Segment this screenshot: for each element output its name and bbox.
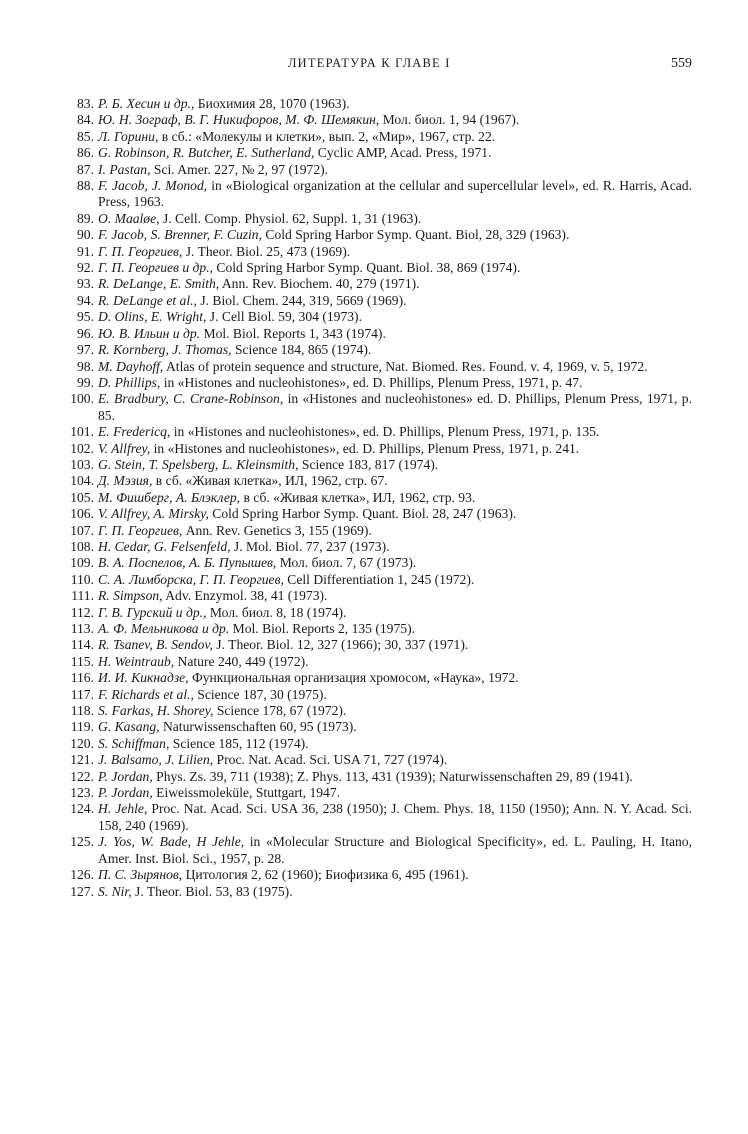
reference-item [58, 227, 692, 243]
reference-number: 102. [70, 440, 94, 456]
reference-item [58, 801, 692, 834]
reference-item [58, 129, 692, 145]
reference-source: Science 183, 817 (1974). [298, 456, 439, 472]
reference-item [58, 162, 692, 178]
reference-item [58, 637, 692, 653]
reference-item [58, 260, 692, 276]
reference-number: 126. [70, 867, 94, 883]
reference-source: Atlas of protein sequence and structure, Nat. Biomed. Res. Found. v. 4, 1969, v. 5, 1972. [163, 358, 648, 374]
reference-item [58, 342, 692, 358]
reference-authors: H. Weintraub, [98, 653, 175, 669]
reference-authors: Л. Горини, [98, 128, 159, 144]
reference-source: in «Biological organization at the cellular and supercellular level», ed. R. Harris, Acad. Press, 1963. [98, 178, 693, 210]
reference-item [58, 506, 692, 522]
running-head [96, 56, 692, 76]
reference-item [58, 424, 692, 440]
reference-authors: R. DeLange et al., [98, 292, 197, 308]
reference-number: 97. [77, 342, 94, 358]
reference-source: Adv. Enzymol. 38, 41 (1973). [162, 588, 328, 604]
reference-authors: E. Bradbury, C. Crane-Robinson, [98, 391, 284, 407]
reference-authors: R. Simpson, [98, 588, 163, 604]
reference-source: J. Mol. Biol. 77, 237 (1973). [230, 538, 390, 554]
reference-source: Cyclic AMP, Acad. Press, 1971. [314, 145, 492, 161]
reference-authors: H. Jehle, [98, 801, 148, 817]
reference-item [58, 473, 692, 489]
reference-authors: Г. П. Георгиев и др., [98, 260, 213, 276]
reference-authors: S. Nir, [98, 883, 132, 899]
reference-number: 93. [77, 276, 94, 292]
reference-number: 116. [70, 670, 94, 686]
reference-authors: M. Dayhoff, [98, 358, 164, 374]
reference-source: Cell Differentiation 1, 245 (1972). [283, 571, 475, 587]
reference-source: Naturwissenschaften 60, 95 (1973). [159, 719, 357, 735]
reference-item [58, 719, 692, 735]
reference-item [58, 867, 692, 883]
reference-item [58, 572, 692, 588]
reference-item [58, 670, 692, 686]
reference-authors: R. DeLange, E. Smith, [98, 276, 220, 292]
reference-number: 98. [77, 358, 94, 374]
reference-item [58, 441, 692, 457]
reference-authors: D. Olins, E. Wright, [98, 309, 207, 325]
reference-source: Функциональная организация хромосом, «Наука», 1972. [188, 670, 519, 686]
reference-source: Ann. Rev. Biochem. 40, 279 (1971). [219, 276, 420, 292]
reference-number: 125. [70, 834, 94, 850]
reference-number: 114. [70, 637, 94, 653]
reference-number: 83. [77, 96, 94, 111]
reference-number: 121. [70, 752, 94, 768]
reference-source: Sci. Amer. 227, № 2, 97 (1972). [150, 161, 329, 177]
reference-item [58, 112, 692, 128]
reference-authors: F. Jacob, S. Brenner, F. Cuzin, [98, 227, 262, 243]
reference-number: 85. [77, 128, 94, 144]
reference-authors: Г. П. Георгиев, [98, 522, 183, 538]
reference-item [58, 621, 692, 637]
reference-authors: F. Richards et al., [98, 686, 194, 702]
reference-number: 115. [70, 653, 94, 669]
reference-authors: G. Kasang, [98, 719, 160, 735]
reference-item [58, 375, 692, 391]
running-title: ЛИТЕРАТУРА К ГЛАВЕ I [288, 56, 451, 70]
reference-source: J. Cell. Comp. Physiol. 62, Suppl. 1, 31 (1963). [159, 210, 422, 226]
reference-item [58, 769, 692, 785]
reference-source: in «Histones and nucleohistones» ed. D. Phillips, Plenum Press, 1971, p. 85. [98, 391, 692, 423]
reference-number: 120. [70, 735, 94, 751]
reference-number: 108. [70, 538, 94, 554]
reference-item [58, 309, 692, 325]
reference-item [58, 293, 692, 309]
reference-source: в сб. «Живая клетка», ИЛ, 1962, стр. 67. [152, 473, 388, 489]
reference-number: 90. [77, 227, 94, 243]
reference-item [58, 654, 692, 670]
reference-number: 110. [70, 571, 94, 587]
reference-source: Phys. Zs. 39, 711 (1938); Z. Phys. 113, 431 (1939); Naturwissenschaften 29, 89 (1941). [152, 768, 633, 784]
reference-item [58, 96, 692, 112]
reference-source: Cold Spring Harbor Symp. Quant. Biol. 28, 247 (1963). [208, 506, 517, 522]
reference-source: J. Biol. Chem. 244, 319, 5669 (1969). [196, 292, 407, 308]
reference-source: J. Cell Biol. 59, 304 (1973). [206, 309, 362, 325]
reference-source: Mol. Biol. Reports 1, 343 (1974). [200, 325, 386, 341]
reference-authors: Д. Мэзия, [98, 473, 153, 489]
reference-authors: H. Cedar, G. Felsenfeld, [98, 538, 231, 554]
reference-item [58, 884, 692, 900]
reference-number: 96. [77, 325, 94, 341]
reference-number: 92. [77, 260, 94, 276]
reference-authors: R. Kornberg, J. Thomas, [98, 342, 232, 358]
reference-authors: И. И. Кикнадзе, [98, 670, 189, 686]
reference-source: Proc. Nat. Acad. Sci. USA 71, 727 (1974). [213, 752, 448, 768]
reference-number: 104. [70, 473, 94, 489]
reference-number: 100. [70, 391, 94, 407]
reference-authors: G. Stein, T. Spelsberg, L. Kleinsmith, [98, 456, 299, 472]
reference-number: 107. [70, 522, 94, 538]
reference-authors: Ю. Н. Зограф, В. Г. Никифоров, М. Ф. Шемякин, [98, 112, 380, 128]
reference-item [58, 752, 692, 768]
reference-authors: E. Fredericq, [98, 424, 171, 440]
page-number: 559 [671, 56, 692, 71]
reference-item [58, 326, 692, 342]
reference-number: 122. [70, 768, 94, 784]
reference-item [58, 211, 692, 227]
reference-authors: П. С. Зырянов, [98, 867, 183, 883]
reference-number: 118. [70, 703, 94, 719]
reference-authors: Ю. В. Ильин и др. [98, 325, 201, 341]
reference-number: 106. [70, 506, 94, 522]
reference-source: Cold Spring Harbor Symp. Quant. Biol, 28, 329 (1963). [262, 227, 570, 243]
reference-item [58, 244, 692, 260]
reference-source: Nature 240, 449 (1972). [174, 653, 309, 669]
reference-number: 95. [77, 309, 94, 325]
reference-authors: J. Yos, W. Bade, H Jehle, [98, 834, 245, 850]
reference-number: 119. [70, 719, 94, 735]
reference-item [58, 457, 692, 473]
reference-authors: O. Maaløe, [98, 210, 160, 226]
reference-source: J. Theor. Biol. 53, 83 (1975). [131, 883, 293, 899]
reference-source: Proc. Nat. Acad. Sci. USA 36, 238 (1950); J. Chem. Phys. 18, 1150 (1950); Ann. N. Y. Acad. Sci. 158, 240 (1969). [98, 801, 693, 833]
reference-number: 123. [70, 785, 94, 801]
reference-source: Мол. биол. 1, 94 (1967). [379, 112, 520, 128]
reference-number: 94. [77, 292, 94, 308]
reference-authors: G. Robinson, R. Butcher, E. Sutherland, [98, 145, 315, 161]
reference-number: 117. [70, 686, 94, 702]
reference-source: Mol. Biol. Reports 2, 135 (1975). [229, 621, 415, 636]
reference-number: 86. [77, 145, 94, 161]
reference-authors: P. Jordan, [98, 785, 153, 801]
reference-number: 127. [70, 883, 94, 899]
reference-item [58, 523, 692, 539]
reference-source: in «Histones and nucleohistones», ed. D. Phillips, Plenum Press, 1971, p. 241. [150, 440, 580, 456]
reference-item [58, 588, 692, 604]
reference-number: 112. [70, 604, 94, 620]
reference-authors: I. Pastan, [98, 161, 151, 177]
reference-item [58, 736, 692, 752]
reference-authors: R. Tsanev, B. Sendov, [98, 637, 213, 653]
reference-authors: V. Allfrey, [98, 440, 151, 456]
reference-authors: М. Фишберг, А. Блэклер, [98, 489, 241, 505]
reference-item [58, 703, 692, 719]
reference-source: Ann. Rev. Genetics 3, 155 (1969). [182, 522, 372, 538]
reference-number: 84. [77, 112, 94, 128]
reference-item [58, 359, 692, 375]
reference-source: Science 185, 112 (1974). [169, 735, 309, 751]
reference-number: 103. [70, 456, 94, 472]
reference-item [58, 785, 692, 801]
reference-authors: J. Balsamo, J. Lilien, [98, 752, 214, 768]
reference-list [58, 96, 692, 900]
reference-number: 99. [77, 374, 94, 390]
reference-number: 88. [77, 178, 94, 194]
reference-source: in «Histones and nucleohistones», ed. D. Phillips, Plenum Press, 1971, p. 135. [170, 424, 600, 440]
reference-source: in «Histones and nucleohistones», ed. D. Phillips, Plenum Press, 1971, p. 47. [160, 374, 583, 390]
reference-item [58, 834, 692, 867]
reference-item [58, 391, 692, 424]
reference-source: J. Theor. Biol. 12, 327 (1966); 30, 337 (1971). [212, 637, 469, 653]
reference-item [58, 490, 692, 506]
reference-authors: Г. П. Георгиев, [98, 243, 183, 259]
reference-source: Science 178, 67 (1972). [213, 703, 347, 719]
reference-number: 91. [77, 243, 94, 259]
reference-number: 111. [71, 588, 94, 604]
reference-authors: В. А. Поспелов, А. Б. Пупышев, [98, 555, 277, 571]
reference-source: J. Theor. Biol. 25, 473 (1969). [182, 243, 351, 259]
reference-item [58, 145, 692, 161]
reference-source: в сб.: «Молекулы и клетки», вып. 2, «Мир», 1967, стр. 22. [158, 128, 496, 144]
reference-source: Мол. биол. 8, 18 (1974). [206, 604, 347, 620]
reference-authors: S. Farkas, H. Shorey, [98, 703, 214, 719]
reference-number: 113. [70, 621, 94, 636]
reference-authors: D. Phillips, [98, 374, 161, 390]
reference-number: 89. [77, 210, 94, 226]
reference-authors: V. Allfrey, A. Mirsky, [98, 506, 209, 522]
reference-number: 109. [70, 555, 94, 571]
reference-item [58, 605, 692, 621]
reference-item [58, 178, 692, 211]
reference-source: Биохимия 28, 1070 (1963). [194, 96, 350, 111]
reference-authors: Г. В. Гурский и др., [98, 604, 207, 620]
reference-item [58, 276, 692, 292]
reference-source: Мол. биол. 7, 67 (1973). [276, 555, 417, 571]
reference-source: в сб. «Живая клетка», ИЛ, 1962, стр. 93. [240, 489, 476, 505]
reference-source: Eiweissmoleküle, Stuttgart, 1947. [152, 785, 341, 801]
reference-source: Science 184, 865 (1974). [231, 342, 372, 358]
reference-item [58, 539, 692, 555]
reference-number: 87. [77, 161, 94, 177]
reference-authors: S. Schiffman, [98, 735, 170, 751]
reference-number: 124. [70, 801, 94, 817]
reference-authors: А. Ф. Мельникова и др. [98, 621, 230, 636]
reference-item [58, 687, 692, 703]
reference-number: 101. [70, 424, 94, 440]
reference-source: Цитология 2, 62 (1960); Биофизика 6, 495 (1961). [182, 867, 469, 883]
reference-authors: P. Jordan, [98, 768, 153, 784]
reference-authors: С. А. Лимборска, Г. П. Георгиев, [98, 571, 284, 587]
reference-authors: F. Jacob, J. Monod, [98, 178, 208, 194]
reference-source: Science 187, 30 (1975). [193, 686, 327, 702]
reference-number: 105. [70, 489, 94, 505]
reference-item [58, 555, 692, 571]
reference-source: in «Molecular Structure and Biological Specificity», ed. L. Pauling, H. Itano, Amer. Inst. Biol. Sci., 1957, p. 28. [98, 834, 693, 866]
reference-authors: Р. Б. Хесин и др., [98, 96, 195, 111]
reference-source: Cold Spring Harbor Symp. Quant. Biol. 38, 869 (1974). [213, 260, 521, 276]
